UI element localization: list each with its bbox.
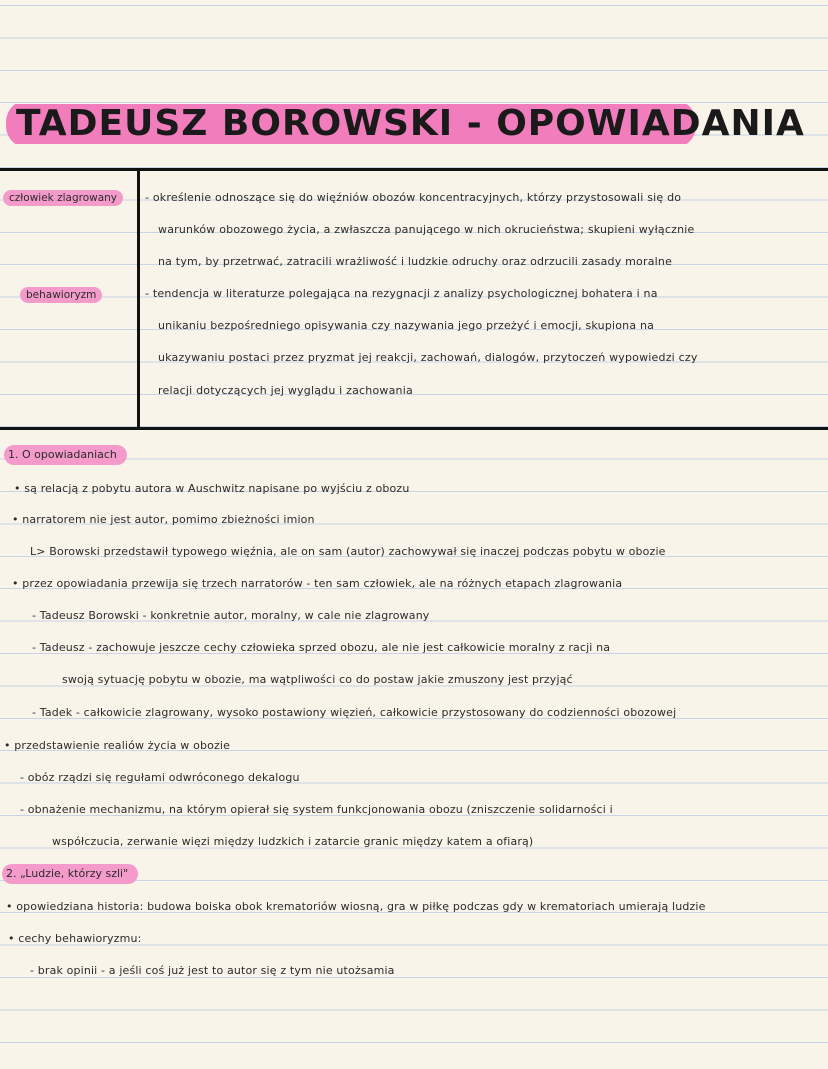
section-heading: 1. O opowiadaniach [4,445,127,465]
note-line: - Tadek - całkowicie zlagrowany, wysoko postawiony więzień, całkowicie przystosowany do codzienności obozowej [32,706,677,719]
note-line: swoją sytuację pobytu w obozie, ma wątpliwości co do postaw jakie zmuszony jest przyjąć [62,673,573,686]
definition-line: na tym, by przetrwać, zatracili wrażliwość i ludzkie odruchy oraz odrzucili zasady moralne [158,255,673,268]
note-line: - obóz rządzi się regułami odwróconego dekalogu [20,771,300,784]
note-line: • są relacją z pobytu autora w Auschwitz napisane po wyjściu z obozu [14,482,410,495]
table-top-rule [0,168,828,171]
note-line: - Tadeusz - zachowuje jeszcze cechy człowieka sprzed obozu, ale nie jest całkowicie moralny z racji na [32,641,611,654]
note-line: • opowiedziana historia: budowa boiska obok krematoriów wiosną, gra w piłkę podczas gdy w krematoriach umierają ludzie [6,900,706,913]
definition-line: unikaniu bezpośredniego opisywania czy nazywania jego przeżyć i emocji, skupiona na [158,319,655,332]
definition-line: ukazywaniu postaci przez pryzmat jej reakcji, zachowań, dialogów, przytoczeń wypowiedzi czy [158,351,698,364]
note-line: • narratorem nie jest autor, pomimo zbieżności imion [12,513,315,526]
note-line: - brak opinii - a jeśli coś już jest to autor się z tym nie utożsamia [30,964,395,977]
note-line: L> Borowski przedstawił typowego więźnia, ale on sam (autor) zachowywał się inaczej podczas pobytu w obozie [30,545,666,558]
page-title: TADEUSZ BOROWSKI - OPOWIADANIA [6,100,696,148]
note-line: • przedstawienie realiów życia w obozie [4,739,231,752]
note-line: - Tadeusz Borowski - konkretnie autor, moralny, w cale nie zlagrowany [32,609,430,622]
term-czlowiek-zlagrowany: człowiek zlagrowany [3,190,123,206]
definition-line: - określenie odnoszące się do więźniów obozów koncentracyjnych, którzy przystosowali się do [145,191,682,204]
table-bottom-rule [0,427,828,430]
section-heading: 2. „Ludzie, którzy szli" [2,864,138,884]
definition-line: relacji dotyczących jej wyglądu i zachowania [158,384,413,397]
term-behawioryzm: behawioryzm [20,287,102,303]
note-line: • cechy behawioryzmu: [8,932,142,945]
note-line: - obnażenie mechanizmu, na którym opierał się system funkcjonowania obozu (zniszczenie solidarności i [20,803,613,816]
definition-line: warunków obozowego życia, a zwłaszcza panującego w nich okrucieństwa; skupieni wyłącznie [158,223,695,236]
table-divider [137,170,140,428]
definition-line: - tendencja w literaturze polegająca na rezygnacji z analizy psychologicznej bohatera i na [145,287,658,300]
note-line: • przez opowiadania przewija się trzech narratorów - ten sam człowiek, ale na różnych etapach zlagrowania [12,577,623,590]
note-line: współczucia, zerwanie więzi między ludzkich i zatarcie granic między katem a ofiarą) [52,835,534,848]
